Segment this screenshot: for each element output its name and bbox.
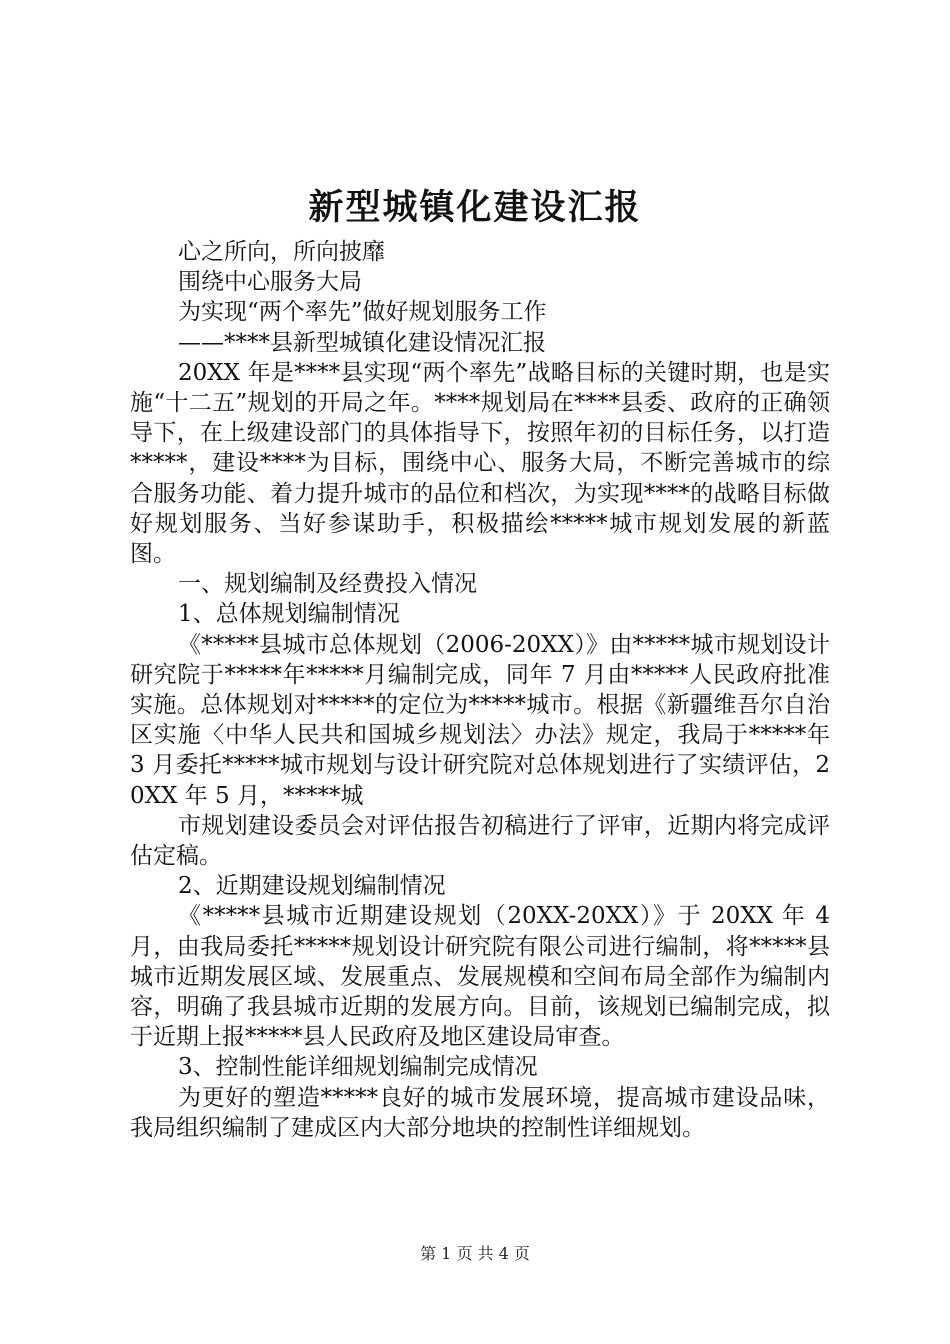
page-footer: 第 1 页 共 4 页 [420,1244,530,1263]
paragraph-detailed-plan: 为更好的塑造*****良好的城市发展环境，提高城市建设品味，我局组织编制了建成区内大部分地块的控制性详细规划。 [130,1084,830,1141]
slogan-line-2: 围绕中心服务大局 [178,269,362,296]
document-title: 新型城镇化建设汇报 [308,187,642,228]
intro-paragraph: 20XX 年是****县实现“两个率先”战略目标的关键时期，也是实施“十二五”规划的开局之年。****规划局在****县委、政府的正确领导下，在上级建设部门的具体指导下，按照年初的目标任务，以打造*****，建设****为目标，围绕中心、服务大局，不断完善城市的综合服务功能、着力提升城市的品位和档次，为实现****的战略目标做好规划服务、当好参谋助手，积极描绘*****城市规划发展的新蓝图。 [130,359,830,568]
subsection-heading-2: 2、近期建设规划编制情况 [178,873,446,900]
subsection-heading-3: 3、控制性能详细规划编制完成情况 [178,1054,538,1081]
slogan-line-3: 为实现“两个率先”做好规划服务工作 [178,299,547,326]
slogan-line-1: 心之所向，所向披靡 [178,239,385,265]
section-heading-1: 一、规划编制及经费投入情况 [178,571,477,598]
paragraph-master-plan: 《*****县城市总体规划（2006-20XX）》由*****城市规划设计研究院于*****年*****月编制完成，同年 7 月由*****人民政府批准实施。总体规划对*****的定位为*****城市。根据《新疆维吾尔自治区实施〈中华人民共和国城乡规划法〉办法》规定，我局于*****年 3 月委托*****城市规划与设计研究院对总体规划进行了实绩评估，20XX 年 5 月，*****城 [130,631,830,809]
paragraph-master-plan-continued: 市规划建设委员会对评估报告初稿进行了评审，近期内将完成评估定稿。 [130,812,830,870]
paragraph-near-term-plan: 《*****县城市近期建设规划（20XX-20XX）》于 20XX 年 4 月，由我局委托*****规划设计研究院有限公司进行编制，将*****县城市近期发展区域、发展重点、发展规模和空间布局全部作为编制内容，明确了我县城市近期的发展方向。目前，该规划已编制完成，拟于近期上报*****县人民政府及地区建设局审查。 [130,903,830,1051]
report-subtitle: ——****县新型城镇化建设情况汇报 [178,329,546,356]
document-body [130,237,830,1143]
subsection-heading-1: 1、总体规划编制情况 [178,601,400,628]
